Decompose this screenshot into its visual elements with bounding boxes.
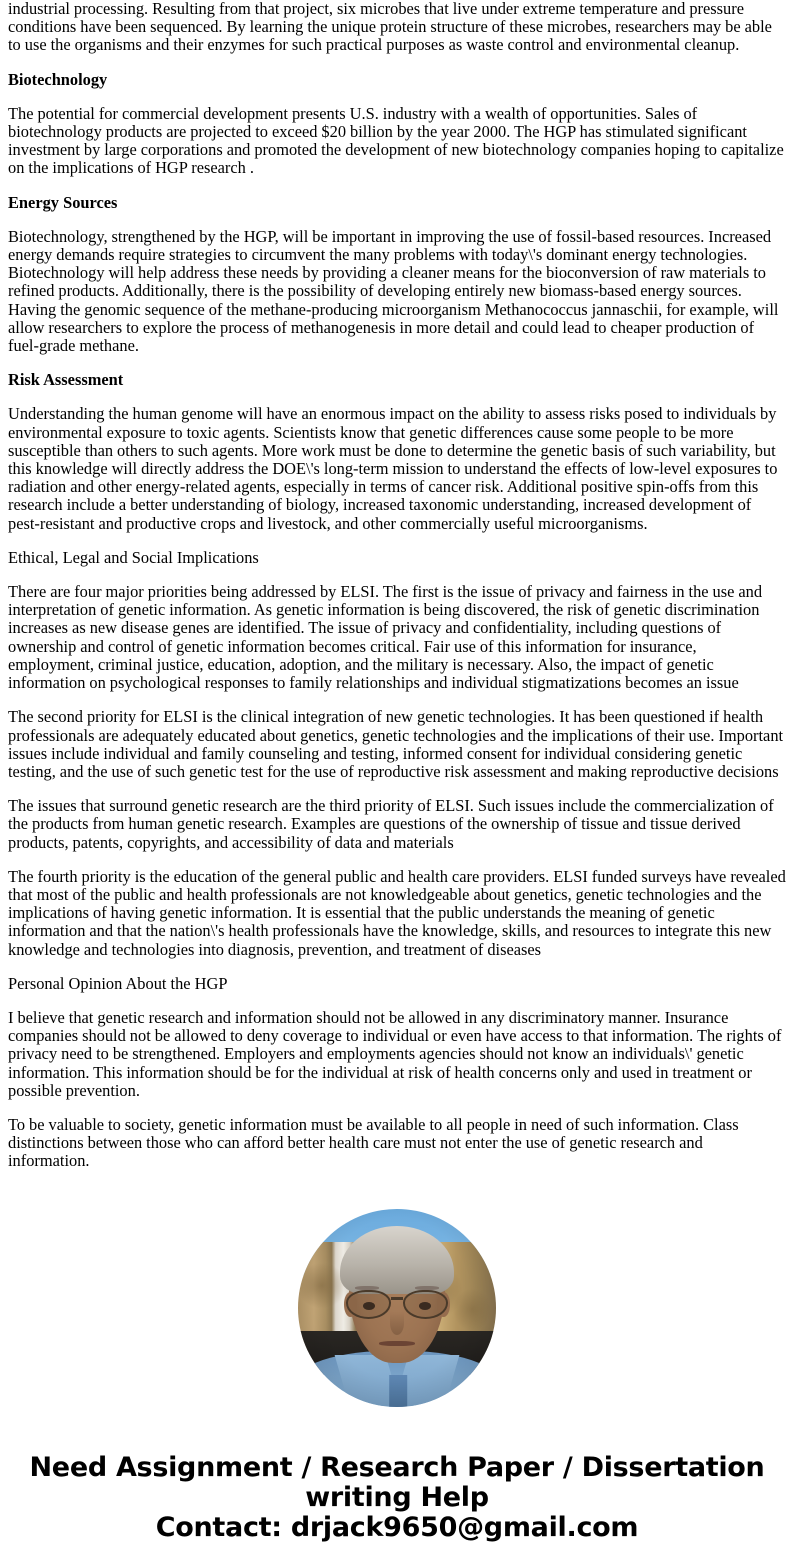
author-portrait-container	[8, 1209, 786, 1407]
heading-personal-opinion-about-the-hgp: Personal Opinion About the HGP	[8, 973, 228, 993]
promo-footer	[8, 1453, 786, 1563]
promo-footer-line-1: Need Assignment / Research Paper / Dissertation	[29, 1451, 765, 1483]
paragraph-elsi-priority-two: The second priority for ELSI is the clinical integration of new genetic technologies. It has been questioned if health professionals are adequately educated about genetics, genetic technologies and the implications of their use. Important issues include individual and family counseling and testing, informed consent for individual considering genetic testing, and the use of such genetic test for the use of reproductive risk assessment and making reproductive decisions	[8, 707, 784, 781]
paragraph-risk-assessment: Understanding the human genome will have an enormous impact on the ability to assess risks posed to individuals by environmental exposure to toxic agents. Scientists know that genetic differences cause some people to be more susceptible than others to such agents. More work must be done to determine the genetic basis of such variability, but this knowledge will directly address the DOE\'s long-term mission to understand the effects of low-level exposures to radiation and other energy-related agents, especially in terms of cancer risk. Additional positive spin-offs from this research include a better understanding of biology, increased taxonomic understanding, increased development of pest-resistant and productive crops and livestock, and other commercially useful microorganisms.	[8, 404, 778, 533]
paragraph-industrial-processing: industrial processing. Resulting from that project, six microbes that live under extreme temperature and pressure conditions have been sequenced. By learning the unique protein structure of these microbes, researchers may be able to use the organisms and their enzymes for such practical purposes as waste control and environmental cleanup.	[8, 0, 772, 55]
heading-risk-assessment: Risk Assessment	[8, 370, 124, 390]
portrait-eye-right	[419, 1302, 431, 1310]
portrait-glasses-bridge	[391, 1297, 403, 1300]
paragraph-energy-sources: Biotechnology, strengthened by the HGP, will be important in improving the use of fossil-based resources. Increased energy demands require strategies to circumvent the many problems with today\'s dominant energy technologies. Biotechnology will help address these needs by providing a cleaner means for the bioconversion of raw materials to refined products. Additionally, there is the possibility of developing entirely new biomass-based energy sources. Having the genomic sequence of the methane-producing microorganism Methanococcus jannaschii, for example, will allow researchers to explore the process of methanogenesis in more detail and could lead to cheaper production of fuel-grade methane.	[8, 226, 779, 356]
paragraph-biotechnology: The potential for commercial development presents U.S. industry with a wealth of opportunities. Sales of biotechnology products are projected to exceed $20 billion by the year 2000. The HGP has stimulated significant investment by large corporations and promoted the development of new biotechnology companies hoping to capitalize on the implications of HGP research .	[8, 103, 784, 178]
paragraph-opinion-society: To be valuable to society, genetic information must be available to all people in need of such information. Class distinctions between those who can afford better health care must not enter the use of genetic research and information.	[8, 1114, 739, 1171]
promo-footer-line-2: writing Help	[305, 1481, 489, 1513]
heading-ethical-legal-social-implications: Ethical, Legal and Social Implications	[8, 547, 259, 567]
paragraph-opinion-discrimination: I believe that genetic research and information should not be allowed in any discriminatory manner. Insurance companies should not be allowed to deny coverage to individual or even have access to that information. The rights of privacy need to be strengthened. Employers and employments agencies should not know an individuals\' genetic information. This information should be for the individual at risk of health concerns only and used in treatment or possible prevention.	[8, 1007, 782, 1100]
author-portrait	[298, 1209, 496, 1407]
heading-biotechnology: Biotechnology	[8, 69, 108, 89]
paragraph-elsi-priority-four: The fourth priority is the education of the general public and health care providers. ELSI funded surveys have revealed that most of the public and health professionals are not knowledgeable about genetics, genetic technologies and the implications of having genetic information. It is essential that the public understands the meaning of genetic information and that the nation\'s health professionals have the knowledge, skills, and resources to integrate this new knowledge and technologies into diagnosis, prevention, and treatment of diseases	[8, 866, 786, 959]
heading-energy-sources: Energy Sources	[8, 192, 118, 212]
portrait-tie	[389, 1375, 407, 1407]
paragraph-elsi-priority-three: The issues that surround genetic research are the third priority of ELSI. Such issues include the commercialization of the products from human genetic research. Examples are questions of the ownership of tissue and tissue derived products, patents, copyrights, and accessibility of data and materials	[8, 796, 774, 852]
paragraph-elsi-priority-one: There are four major priorities being addressed by ELSI. The first is the issue of privacy and fairness in the use and interpretation of genetic information. As genetic information is being discovered, the risk of genetic discrimination increases as new disease genes are identified. The issue of privacy and confidentiality, including questions of ownership and control of genetic information becomes critical. Fair use of this information for insurance, employment, criminal justice, education, adoption, and the military is necessary. Also, the impact of genetic information on psychological responses to family relationships and individual stigmatizations becomes an issue	[8, 582, 763, 693]
promo-footer-contact: Contact: drjack9650@gmail.com	[155, 1511, 639, 1543]
document-blocks	[8, 0, 786, 1171]
portrait-nose	[390, 1312, 404, 1336]
portrait-eye-left	[363, 1302, 375, 1310]
